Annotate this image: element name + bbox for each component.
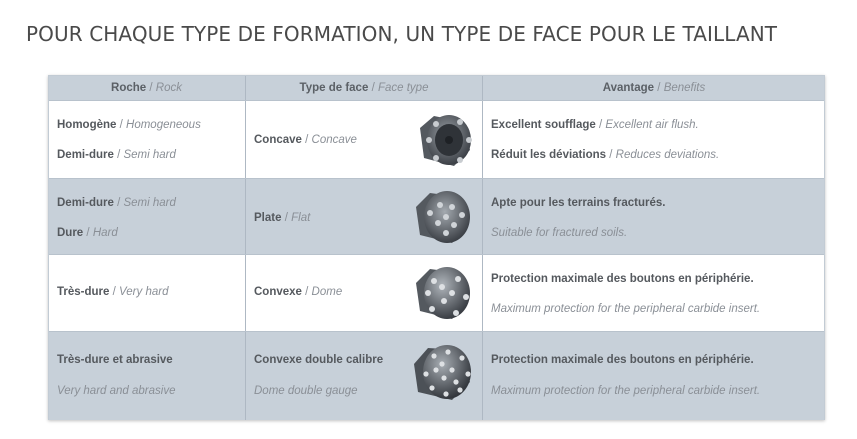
rock-line	[57, 286, 168, 298]
rock-line	[57, 197, 176, 209]
benefit-cell	[482, 255, 825, 332]
concave-drill-bit-icon	[414, 110, 474, 170]
header-rock	[49, 76, 244, 100]
header-rock-fr: Roche	[111, 82, 147, 94]
face-en: Dome	[311, 286, 343, 298]
benefit-fr: Apte pour les terrains fracturés.	[491, 197, 666, 209]
table-row	[49, 178, 824, 255]
header-benefit-fr: Avantage	[602, 82, 655, 94]
separator: /	[305, 134, 309, 146]
face-fr: Convexe double calibre	[254, 354, 384, 366]
rock-fr: Demi-dure	[57, 149, 114, 161]
rock-line: Very hard and abrasive	[57, 385, 176, 397]
benefit-line: Suitable for fractured soils.	[491, 227, 628, 239]
separator: /	[112, 286, 116, 298]
face-line	[254, 354, 383, 366]
separator: /	[119, 119, 123, 131]
benefit-cell	[482, 332, 825, 420]
benefit-line	[491, 119, 699, 131]
benefit-en: Excellent air flush.	[605, 119, 699, 131]
header-separator: /	[149, 82, 153, 94]
separator: /	[117, 149, 121, 161]
rock-fr: Demi-dure	[57, 197, 114, 209]
face-cell	[245, 255, 482, 332]
header-benefit-en: Benefits	[663, 82, 706, 94]
rock-fr: Dure	[57, 227, 84, 239]
rock-en: Hard	[92, 227, 118, 239]
header-face-fr: Type de face	[299, 82, 369, 94]
separator: /	[599, 119, 603, 131]
rock-en: Very hard	[119, 286, 169, 298]
face-line	[254, 134, 357, 146]
benefit-fr: Protection maximale des boutons en périphérie.	[491, 273, 754, 285]
table-row	[49, 254, 824, 332]
header-face-type	[245, 76, 482, 100]
face-cell	[245, 179, 482, 255]
face-cell	[245, 101, 482, 179]
benefit-line	[491, 354, 754, 366]
benefit-line: Maximum protection for the peripheral carbide insert.	[491, 303, 761, 315]
flat-drill-bit-icon	[412, 187, 472, 247]
face-en: Flat	[291, 212, 311, 224]
rock-en: Homogeneous	[126, 119, 201, 131]
rock-fr: Très-dure	[57, 286, 110, 298]
header-separator: /	[371, 82, 375, 94]
rock-fr: Très-dure et abrasive	[57, 354, 173, 366]
header-separator: /	[657, 82, 661, 94]
rock-cell	[49, 179, 244, 255]
face-cell	[245, 332, 482, 420]
separator: /	[86, 227, 90, 239]
rock-cell	[49, 101, 244, 179]
dome-drill-bit-icon	[412, 263, 472, 323]
rock-line	[57, 354, 173, 366]
benefit-line	[491, 197, 665, 209]
face-en: Concave	[311, 134, 357, 146]
formation-table	[48, 75, 825, 420]
rock-en: Semi hard	[123, 197, 176, 209]
header-face-en: Face type	[377, 82, 429, 94]
table-header-row	[49, 76, 824, 100]
separator: /	[609, 149, 613, 161]
rock-fr: Homogène	[57, 119, 117, 131]
face-line	[254, 212, 310, 224]
rock-cell	[49, 255, 244, 332]
benefit-fr: Excellent soufflage	[491, 119, 596, 131]
benefit-fr: Réduit les déviations	[491, 149, 607, 161]
double-gauge-drill-bit-icon	[412, 342, 472, 402]
benefit-line	[491, 273, 754, 285]
rock-cell	[49, 332, 244, 420]
face-fr: Convexe	[254, 286, 302, 298]
face-fr: Plate	[254, 212, 282, 224]
benefit-line	[491, 149, 719, 161]
rock-line	[57, 227, 118, 239]
benefit-cell	[482, 179, 825, 255]
header-rock-en: Rock	[155, 82, 182, 94]
page-title: POUR CHAQUE TYPE DE FORMATION, UN TYPE DE FACE POUR LE TAILLANT	[26, 22, 778, 46]
rock-en: Semi hard	[123, 149, 176, 161]
benefit-cell	[482, 101, 825, 179]
benefit-en: Reduces deviations.	[615, 149, 720, 161]
separator: /	[117, 197, 121, 209]
separator: /	[305, 286, 309, 298]
benefit-fr: Protection maximale des boutons en périphérie.	[491, 354, 754, 366]
rock-line	[57, 149, 176, 161]
table-row	[49, 331, 824, 420]
table-row	[49, 100, 824, 179]
separator: /	[284, 212, 288, 224]
benefit-line: Maximum protection for the peripheral carbide insert.	[491, 385, 761, 397]
face-line: Dome double gauge	[254, 385, 358, 397]
rock-line	[57, 119, 201, 131]
face-line	[254, 286, 342, 298]
header-benefits	[482, 76, 825, 100]
face-fr: Concave	[254, 134, 302, 146]
